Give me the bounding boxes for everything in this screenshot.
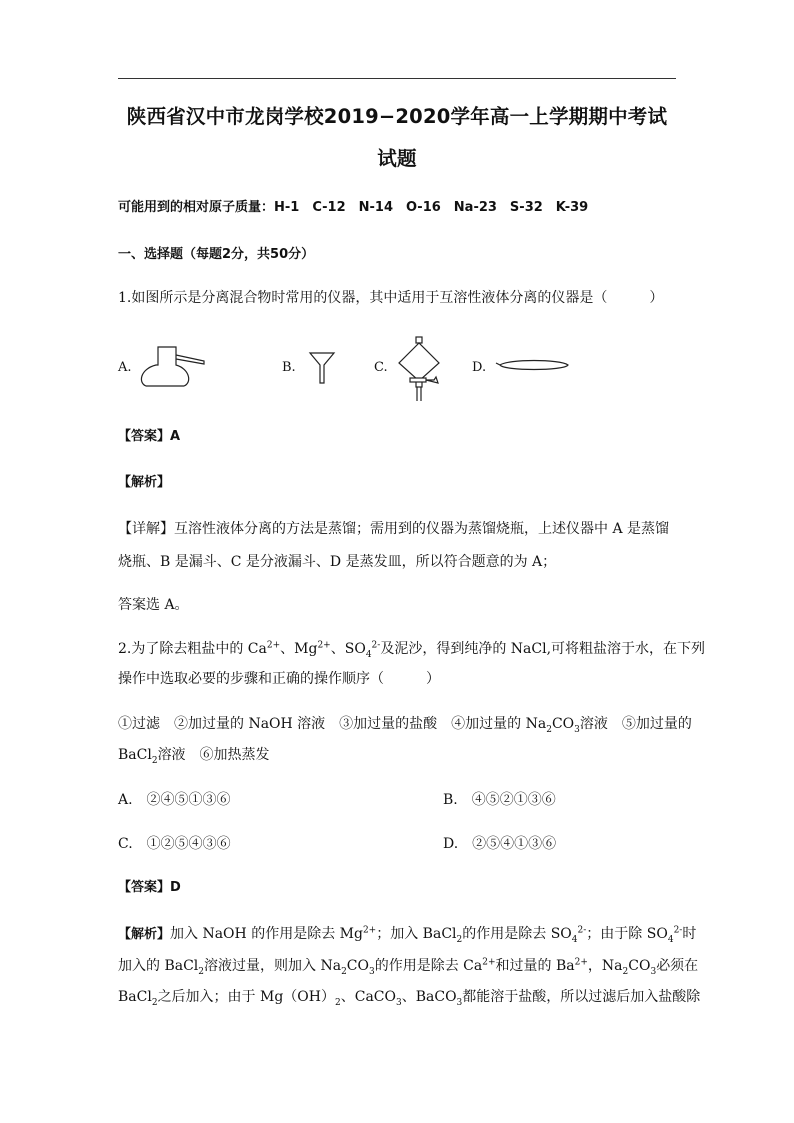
- question-2-analysis-line1: 【解析】加入 NaOH 的作用是除去 $Mg^{2+}$；加入 BaCl$_2$的作用是除去 $SO_4^{2-}$；由于除 $SO_4^{2-}$时: [118, 925, 697, 945]
- option-d-label: D.: [472, 360, 487, 375]
- question-2-option-d: D. ②⑤④①③⑥: [443, 836, 557, 852]
- question-2-option-c: C. ①②⑤④③⑥: [118, 836, 231, 852]
- question-1-analysis-label: 【解析】: [118, 475, 171, 490]
- question-1-detail-line1: 【详解】互溶性液体分离的方法是蒸馏；需用到的仪器为蒸馏烧瓶，上述仪器中 A 是蒸馏: [118, 521, 670, 537]
- apparatus-svg: [118, 335, 598, 405]
- question-2-steps-line2: BaCl$_2$溶液 ⑥加热蒸发: [118, 747, 270, 766]
- question-2-option-a: A. ②④⑤①③⑥: [118, 792, 231, 808]
- question-2-stem-line2: 操作中选取必要的步骤和正确的操作顺序（ ）: [118, 671, 440, 687]
- evaporating-dish-icon: [496, 361, 568, 370]
- question-1-answer: 【答案】A: [118, 429, 181, 444]
- question-2-analysis-line2: 加入的 BaCl$_2$溶液过量，则加入 $Na_2CO_3$的作用是除去 $Ca^{2+}$和过量的 $Ba^{2+}$，$Na_2CO_3$必须在: [118, 957, 699, 977]
- funnel-icon: [310, 353, 334, 383]
- question-1-stem: 1.如图所示是分离混合物时常用的仪器，其中适用于互溶性液体分离的仪器是（ ）: [118, 290, 664, 306]
- page-title-line2: 试题: [377, 147, 417, 170]
- option-c-label: C.: [374, 360, 388, 375]
- atomic-masses: 可能用到的相对原子质量：H-1 C-12 N-14 O-16 Na-23 S-32 K-39: [118, 200, 589, 215]
- question-2-stem-line1: 2.为了除去粗盐中的 $Ca^{2+}$、$Mg^{2+}$、$SO_4^{2-}$及泥沙，得到纯净的 NaCl,可将粗盐溶于水，在下列: [118, 640, 706, 660]
- question-2-option-b: B. ④⑤②①③⑥: [443, 792, 556, 808]
- question-2-steps-line1: ①过滤 ②加过量的 NaOH 溶液 ③加过量的盐酸 ④加过量的 $Na_2CO_3$溶液 ⑤加过量的: [118, 716, 692, 735]
- header-rule: [118, 78, 676, 79]
- apparatus-diagram: [118, 335, 598, 405]
- option-b-label: B.: [282, 360, 296, 375]
- question-1-conclusion: 答案选 A。: [118, 597, 189, 613]
- question-1-detail-line2: 烧瓶、B 是漏斗、C 是分液漏斗、D 是蒸发皿，所以符合题意的为 A；: [118, 554, 557, 570]
- distillation-flask-icon: [141, 347, 204, 386]
- page-title-line1: 陕西省汉中市龙岗学校2019−2020学年高一上学期期中考试: [126, 105, 668, 128]
- separatory-funnel-icon: [399, 337, 439, 401]
- option-a-label: A.: [118, 360, 132, 375]
- question-2-answer: 【答案】D: [118, 880, 181, 895]
- section-heading: 一、选择题（每题2分，共50分）: [118, 247, 315, 262]
- question-2-analysis-line3: BaCl$_2$之后加入；由于 $Mg(OH)_2$、CaCO$_3$、BaCO$_3$都能溶于盐酸，所以过滤后加入盐酸除: [118, 989, 701, 1008]
